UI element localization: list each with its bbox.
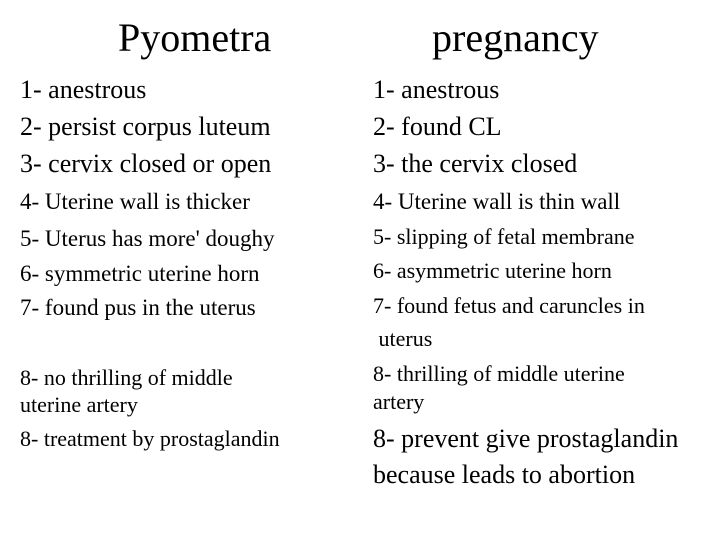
pregnancy-title: pregnancy xyxy=(432,15,599,60)
pyometra-item-8a-line1: 8- no thrilling of middle xyxy=(20,365,233,390)
pregnancy-item-3: 3- the cervix closed xyxy=(373,149,578,178)
pyometra-item-3: 3- cervix closed or open xyxy=(20,149,272,178)
pregnancy-item-5: 5- slipping of fetal membrane xyxy=(373,224,635,249)
pregnancy-item-4: 4- Uterine wall is thin wall xyxy=(373,189,621,214)
pregnancy-item-2: 2- found CL xyxy=(373,112,502,141)
pyometra-item-5: 5- Uterus has more' doughy xyxy=(20,226,275,251)
pyometra-item-7: 7- found pus in the uterus xyxy=(20,295,256,320)
pyometra-item-1: 1- anestrous xyxy=(20,75,147,104)
pyometra-item-8b: 8- treatment by prostaglandin xyxy=(20,426,280,451)
pyometra-item-2: 2- persist corpus luteum xyxy=(20,112,271,141)
pyometra-item-8a-line2: uterine artery xyxy=(20,392,138,417)
pyometra-title: Pyometra xyxy=(118,15,272,60)
pregnancy-item-8a-line2: artery xyxy=(373,389,425,414)
pregnancy-item-8a-line1: 8- thrilling of middle uterine xyxy=(373,361,625,386)
pregnancy-item-6: 6- asymmetric uterine horn xyxy=(373,258,612,283)
pyometra-item-6: 6- symmetric uterine horn xyxy=(20,261,260,286)
pyometra-item-4: 4- Uterine wall is thicker xyxy=(20,189,250,214)
pregnancy-item-7-line2: uterus xyxy=(373,326,433,351)
pregnancy-item-8b-line2: because leads to abortion xyxy=(373,460,636,489)
pregnancy-item-8b-line1: 8- prevent give prostaglandin xyxy=(373,424,679,453)
pregnancy-item-1: 1- anestrous xyxy=(373,75,500,104)
pregnancy-item-7-line1: 7- found fetus and caruncles in xyxy=(373,293,645,318)
